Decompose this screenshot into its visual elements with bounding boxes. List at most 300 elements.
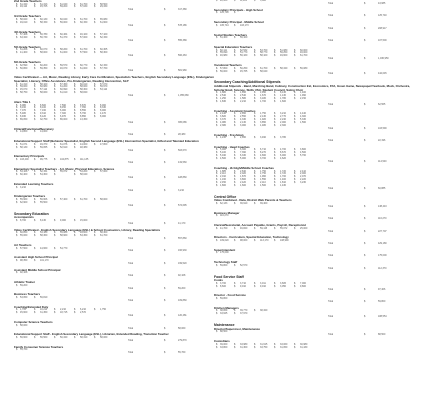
salary-value: 56,100 <box>240 36 248 40</box>
currency-symbol: $ <box>94 231 96 235</box>
salary-value: 6,710 <box>260 148 266 152</box>
salary-value: 103,173 <box>240 23 249 27</box>
currency-symbol: $ <box>234 175 236 179</box>
currency-symbol: $ <box>234 123 236 127</box>
currency-symbol: $ <box>254 99 256 103</box>
salary-value: 3,700 <box>260 157 266 161</box>
currency-symbol: $ <box>16 173 18 177</box>
total-row <box>14 134 214 137</box>
currency-symbol: $ <box>234 48 236 52</box>
salary-value: 56,080 <box>300 66 308 70</box>
salary-value: 52,151 <box>40 170 48 174</box>
salary-value: 58,310 <box>80 336 88 340</box>
salary-value: 56,810 <box>40 296 48 300</box>
salary-value: 58,960 <box>60 234 68 238</box>
total-amount: 279,870 <box>178 338 187 342</box>
total-row <box>214 231 421 234</box>
salary-value: 3,800 <box>240 178 246 182</box>
currency-symbol: $ <box>74 20 76 24</box>
salary-value: 62,532 <box>240 48 248 52</box>
currency-symbol: $ <box>294 115 296 119</box>
salary-value: 46,820 <box>240 226 248 230</box>
total-row <box>214 40 421 43</box>
currency-symbol: $ <box>234 112 236 116</box>
currency-symbol: $ <box>234 136 236 140</box>
salary-value: 62,590 <box>20 63 28 67</box>
salary-value: 63,320 <box>20 36 28 40</box>
salary-value: 9,010 <box>240 284 246 288</box>
currency-symbol: $ <box>274 345 276 349</box>
currency-symbol: $ <box>54 88 56 92</box>
currency-symbol: $ <box>94 5 96 9</box>
currency-symbol: $ <box>164 221 166 225</box>
total-label: Total <box>128 160 134 164</box>
currency-symbol: $ <box>254 183 256 187</box>
salary-value: 2,000 <box>280 120 286 124</box>
total-row <box>214 28 421 31</box>
total-amount: 109,860 <box>178 298 187 302</box>
currency-symbol: $ <box>34 85 36 89</box>
total-label: Total <box>128 176 134 180</box>
currency-symbol: $ <box>94 142 96 146</box>
category-heading: Elementary Principals <box>14 154 45 159</box>
currency-symbol: $ <box>216 157 218 161</box>
currency-symbol: $ <box>234 345 236 349</box>
currency-symbol: $ <box>364 39 366 43</box>
salary-value: 46,000 <box>80 231 88 235</box>
salary-value: 6,330 <box>240 154 246 158</box>
total-row <box>14 340 214 343</box>
currency-symbol: $ <box>164 133 166 137</box>
currency-symbol: $ <box>16 103 18 107</box>
currency-symbol: $ <box>294 112 296 116</box>
salary-value: 61,700 <box>100 234 108 238</box>
salary-value: 46,070 <box>60 66 68 70</box>
total-label: Total <box>128 120 134 124</box>
currency-symbol: $ <box>94 109 96 113</box>
currency-symbol: $ <box>216 115 218 119</box>
salary-value: 108,990 <box>280 239 289 243</box>
salary-value: 44,000 <box>80 142 88 146</box>
currency-symbol: $ <box>34 158 36 162</box>
currency-symbol: $ <box>234 69 236 73</box>
total-amount: 59,200 <box>178 286 186 290</box>
salary-value: 57,000 <box>100 170 108 174</box>
salary-value: 1,720 <box>280 169 286 173</box>
currency-symbol: $ <box>164 148 166 152</box>
salary-value: 5,100 <box>220 151 226 155</box>
salary-value: 61,700 <box>260 66 268 70</box>
salary-value: 53,050 <box>20 296 28 300</box>
currency-symbol: $ <box>74 218 76 222</box>
currency-symbol: $ <box>16 142 18 146</box>
salary-value: 8,550 <box>80 109 86 113</box>
currency-symbol: $ <box>234 281 236 285</box>
currency-symbol: $ <box>274 157 276 161</box>
currency-symbol: $ <box>216 151 218 155</box>
salary-value: 60,070 <box>40 48 48 52</box>
total-row <box>14 223 214 226</box>
salary-value: 56,970 <box>100 85 108 89</box>
currency-symbol: $ <box>34 66 36 70</box>
salary-value: 2,420 <box>240 181 246 185</box>
total-amount: 1,055,680 <box>178 94 189 98</box>
salary-value: 8,450 <box>60 106 66 110</box>
currency-symbol: $ <box>234 312 236 316</box>
currency-symbol: $ <box>254 201 256 205</box>
currency-symbol: $ <box>216 54 218 58</box>
salary-value: 60,111 <box>220 48 227 52</box>
total-row <box>14 263 214 266</box>
salary-value: 2,240 <box>280 117 286 121</box>
total-label: Total <box>128 69 134 73</box>
salary-value: 4,660 <box>260 154 266 158</box>
salary-value: 56,160 <box>240 54 248 58</box>
currency-symbol: $ <box>16 198 18 202</box>
total-amount: 116,270 <box>378 217 387 221</box>
category-heading: Computer Science Teachers <box>14 320 53 325</box>
currency-symbol: $ <box>254 120 256 124</box>
currency-symbol: $ <box>16 231 18 235</box>
currency-symbol: $ <box>34 296 36 300</box>
salary-value: 59,055 <box>40 145 48 149</box>
currency-symbol: $ <box>16 20 18 24</box>
salary-value: 49,010 <box>20 20 28 24</box>
salary-value: 31,300 <box>240 345 248 349</box>
total-label: Total <box>328 315 334 319</box>
currency-symbol: $ <box>254 154 256 158</box>
currency-symbol: $ <box>164 176 166 180</box>
category-heading: Clinical/Functional/Secretary <box>14 126 54 131</box>
salary-value: 50,250 <box>240 66 248 70</box>
currency-symbol: $ <box>254 169 256 173</box>
salary-value: 101,170 <box>40 258 49 262</box>
salary-value: 39,000 <box>220 342 228 346</box>
currency-symbol: $ <box>294 151 296 155</box>
salary-value: 3,710 <box>240 281 246 285</box>
currency-symbol: $ <box>16 109 18 113</box>
currency-symbol: $ <box>16 145 18 149</box>
currency-symbol: $ <box>294 91 296 95</box>
total-label: Total <box>128 133 134 137</box>
salary-value: 105,744 <box>220 23 229 27</box>
salary-value: 56,560 <box>40 336 48 340</box>
currency-symbol: $ <box>274 284 276 288</box>
total-amount: 188,554 <box>378 315 387 319</box>
currency-symbol: $ <box>54 170 56 174</box>
currency-symbol: $ <box>74 109 76 113</box>
salary-value: 52,150 <box>100 36 108 40</box>
salary-value: 60,150 <box>80 20 88 24</box>
total-row <box>214 255 421 258</box>
currency-symbol: $ <box>74 82 76 86</box>
salary-value: 7,070 <box>20 109 26 113</box>
salary-value: 3,780 <box>280 136 286 140</box>
total-row <box>214 128 421 131</box>
salary-value: 1,850 <box>240 91 246 95</box>
currency-symbol: $ <box>34 218 36 222</box>
total-label: Total <box>328 72 334 76</box>
currency-symbol: $ <box>54 106 56 110</box>
currency-symbol: $ <box>274 172 276 176</box>
currency-symbol: $ <box>234 91 236 95</box>
currency-symbol: $ <box>364 333 366 337</box>
currency-symbol: $ <box>54 109 56 113</box>
salary-value: 58,300 <box>100 51 108 55</box>
currency-symbol: $ <box>274 112 276 116</box>
currency-symbol: $ <box>234 23 236 27</box>
salary-value: 57,500 <box>80 51 88 55</box>
currency-symbol: $ <box>54 91 56 95</box>
category-heading: Secondary Principal - Middle School <box>214 20 264 25</box>
currency-symbol: $ <box>34 142 36 146</box>
currency-symbol: $ <box>34 36 36 40</box>
currency-symbol: $ <box>16 91 18 95</box>
salary-value: 1,960 <box>260 175 266 179</box>
currency-symbol: $ <box>216 345 218 349</box>
salary-value: 44,660 <box>40 246 48 250</box>
currency-symbol: $ <box>254 342 256 346</box>
salary-value: 41,700 <box>220 226 228 230</box>
salary-value: 58,000 <box>40 51 48 55</box>
category-heading: Coaching - Assistant Coaches <box>214 108 256 113</box>
currency-symbol: $ <box>364 102 366 106</box>
salary-value: 61,000 <box>80 66 88 70</box>
currency-symbol: $ <box>16 36 18 40</box>
currency-symbol: $ <box>74 311 76 315</box>
salary-value: 1,160 <box>220 178 226 182</box>
currency-symbol: $ <box>364 160 366 164</box>
salary-value: 2,070 <box>300 175 306 179</box>
total-amount: 114,540 <box>378 160 387 164</box>
salary-value: 1,250 <box>220 96 226 100</box>
currency-symbol: $ <box>254 115 256 119</box>
currency-symbol: $ <box>234 148 236 152</box>
currency-symbol: $ <box>74 336 76 340</box>
salary-value: 8,700 <box>20 218 26 222</box>
salary-value: 58,000 <box>100 198 108 202</box>
salary-value: 1,400 <box>300 91 306 95</box>
currency-symbol: $ <box>234 120 236 124</box>
currency-symbol: $ <box>294 226 296 230</box>
currency-symbol: $ <box>54 82 56 86</box>
salary-value: 175,000 <box>220 251 229 255</box>
salary-value: 45,600 <box>20 311 28 315</box>
currency-symbol: $ <box>364 217 366 221</box>
currency-symbol: $ <box>164 237 166 241</box>
salary-value: 28,600 <box>220 0 228 2</box>
salary-value: 58,500 <box>100 2 108 6</box>
salary-value: 49,110 <box>20 5 28 9</box>
salary-value: 1,500 <box>260 183 266 187</box>
currency-symbol: $ <box>34 170 36 174</box>
currency-symbol: $ <box>16 63 18 67</box>
salary-value: 3,800 <box>300 148 306 152</box>
total-amount: 58,060 <box>178 326 186 330</box>
currency-symbol: $ <box>34 103 36 107</box>
currency-symbol: $ <box>216 330 218 334</box>
salary-value: 2,000 <box>300 172 306 176</box>
salary-value: 1,600 <box>280 99 286 103</box>
currency-symbol: $ <box>294 178 296 182</box>
total-label: Total <box>128 326 134 330</box>
total-label: Total <box>328 138 334 142</box>
salary-value: 1,800 <box>220 183 226 187</box>
currency-symbol: $ <box>254 0 256 2</box>
currency-symbol: $ <box>54 66 56 70</box>
currency-symbol: $ <box>74 142 76 146</box>
currency-symbol: $ <box>294 148 296 152</box>
total-row <box>14 25 214 28</box>
currency-symbol: $ <box>274 178 276 182</box>
currency-symbol: $ <box>294 175 296 179</box>
currency-symbol: $ <box>34 17 36 21</box>
salary-value: 58,150 <box>40 20 48 24</box>
total-amount: 317,380 <box>178 8 187 12</box>
salary-value: 3,850 <box>260 120 266 124</box>
total-amount: 60,885 <box>378 186 386 190</box>
currency-symbol: $ <box>254 148 256 152</box>
currency-symbol: $ <box>94 170 96 174</box>
total-label: Total <box>328 299 334 303</box>
currency-symbol: $ <box>54 198 56 202</box>
total-row <box>14 162 214 165</box>
currency-symbol: $ <box>274 169 276 173</box>
category-heading: Accompanists <box>14 215 34 220</box>
salary-value: 31,050 <box>280 345 288 349</box>
salary-value: 5,480 <box>20 112 26 116</box>
currency-symbol: $ <box>364 26 366 30</box>
currency-symbol: $ <box>254 151 256 155</box>
salary-value: 58,100 <box>40 82 48 86</box>
currency-symbol: $ <box>74 308 76 312</box>
category-heading: Educational Support Staff - English Secondary Language (ESL), Librarian, Extended Reading, Transition Teacher <box>14 332 169 337</box>
salary-value: 7,000 <box>300 281 306 285</box>
salary-value: 2,840 <box>240 169 246 173</box>
currency-symbol: $ <box>54 51 56 55</box>
total-label: Total <box>328 229 334 233</box>
total-row <box>14 315 214 318</box>
currency-symbol: $ <box>234 96 236 100</box>
currency-symbol: $ <box>254 51 256 55</box>
total-amount: 59,800 <box>378 299 386 303</box>
salary-value: 58,100 <box>260 54 268 58</box>
salary-value: 59,115 <box>260 226 268 230</box>
category-heading: 3rd Grade Teachers <box>14 14 41 19</box>
salary-value: 57,000 <box>80 36 88 40</box>
currency-symbol: $ <box>34 130 36 134</box>
currency-symbol: $ <box>54 145 56 149</box>
salary-value: 53,200 <box>80 170 88 174</box>
total-amount: 92,108 <box>178 274 186 278</box>
currency-symbol: $ <box>364 229 366 233</box>
salary-value: 60,010 <box>80 82 88 86</box>
salary-value: 2,540 <box>220 94 226 97</box>
salary-value: 45,705 <box>40 5 48 9</box>
currency-symbol: $ <box>34 82 36 86</box>
salary-value: 1,560 <box>300 120 306 124</box>
currency-symbol: $ <box>234 51 236 55</box>
currency-symbol: $ <box>74 2 76 6</box>
salary-value: 53,450 <box>80 234 88 238</box>
currency-symbol: $ <box>216 0 218 2</box>
currency-symbol: $ <box>364 241 366 245</box>
salary-value: 52,910 <box>60 145 68 149</box>
currency-symbol: $ <box>34 173 36 177</box>
salary-value: 57,030 <box>80 5 88 9</box>
salary-value: 1,920 <box>260 117 266 121</box>
currency-symbol: $ <box>254 123 256 127</box>
salary-value: 57,408 <box>20 33 28 37</box>
salary-value: 103,400 <box>20 158 29 162</box>
currency-symbol: $ <box>216 251 218 255</box>
currency-symbol: $ <box>94 48 96 52</box>
category-heading: Clerical/Secretarial, Account Payable, Grants, Payroll, Receptionist <box>214 223 306 228</box>
currency-symbol: $ <box>74 91 76 95</box>
salary-value: 2,410 <box>300 169 306 173</box>
currency-symbol: $ <box>34 33 36 37</box>
total-label: Total <box>328 57 334 61</box>
total-label: Total <box>128 314 134 318</box>
salary-value: 60,680 <box>40 85 48 89</box>
salary-value: 8,130 <box>40 218 46 222</box>
currency-symbol: $ <box>364 204 366 208</box>
salary-value: 6,000 <box>280 154 286 158</box>
category-heading: Coaching - Head Coaches <box>214 144 250 149</box>
currency-symbol: $ <box>16 246 18 250</box>
currency-symbol: $ <box>294 342 296 346</box>
total-amount: 88,500 <box>378 333 386 337</box>
currency-symbol: $ <box>216 117 218 121</box>
salary-value: 2,540 <box>240 94 246 97</box>
salary-value: 39,400 <box>260 201 268 205</box>
category-heading: Video Certificated — Art, Music, Reading Library, Early Care Certification, Specialists Teachers, English Secondary Language (ESL), Kindergarten Specialist, Literacy, Office Assistance, Pre-Kindergarten, Reading Intervention, SLP <box>14 75 214 83</box>
salary-value: 89,050 <box>20 118 28 122</box>
total-label: Total <box>128 298 134 302</box>
salary-value: 57,500 <box>20 246 28 250</box>
total-label: Total <box>128 8 134 12</box>
salary-value: 2,130 <box>240 120 246 124</box>
salary-value: 10,211 <box>40 308 48 312</box>
salary-value: 1,550 <box>260 178 266 182</box>
salary-value: 8,120 <box>40 115 46 119</box>
currency-symbol: $ <box>54 103 56 107</box>
total-row <box>214 334 421 337</box>
salary-value: 36,910 <box>240 201 248 205</box>
currency-symbol: $ <box>164 351 166 355</box>
salary-value: 60,400 <box>20 173 28 177</box>
currency-symbol: $ <box>274 96 276 100</box>
salary-value: 1,600 <box>240 183 246 187</box>
salary-row <box>214 347 421 350</box>
currency-symbol: $ <box>54 231 56 235</box>
section-heading: Maintenance <box>214 323 235 328</box>
salary-value: 53,108 <box>20 170 28 174</box>
salary-value: 59,570 <box>60 63 68 67</box>
currency-symbol: $ <box>216 181 218 185</box>
salary-value: 2,110 <box>260 181 266 185</box>
salary-value: 58,340 <box>280 66 288 70</box>
salary-value: 125,740 <box>220 11 229 15</box>
salary-value: 33,625 <box>220 312 228 316</box>
currency-symbol: $ <box>164 23 166 27</box>
currency-symbol: $ <box>16 106 18 110</box>
salary-value: 61,700 <box>80 198 88 202</box>
currency-symbol: $ <box>16 336 18 340</box>
currency-symbol: $ <box>364 287 366 291</box>
salary-value: 8,330 <box>100 106 106 110</box>
salary-value: 9,310 <box>40 112 46 116</box>
